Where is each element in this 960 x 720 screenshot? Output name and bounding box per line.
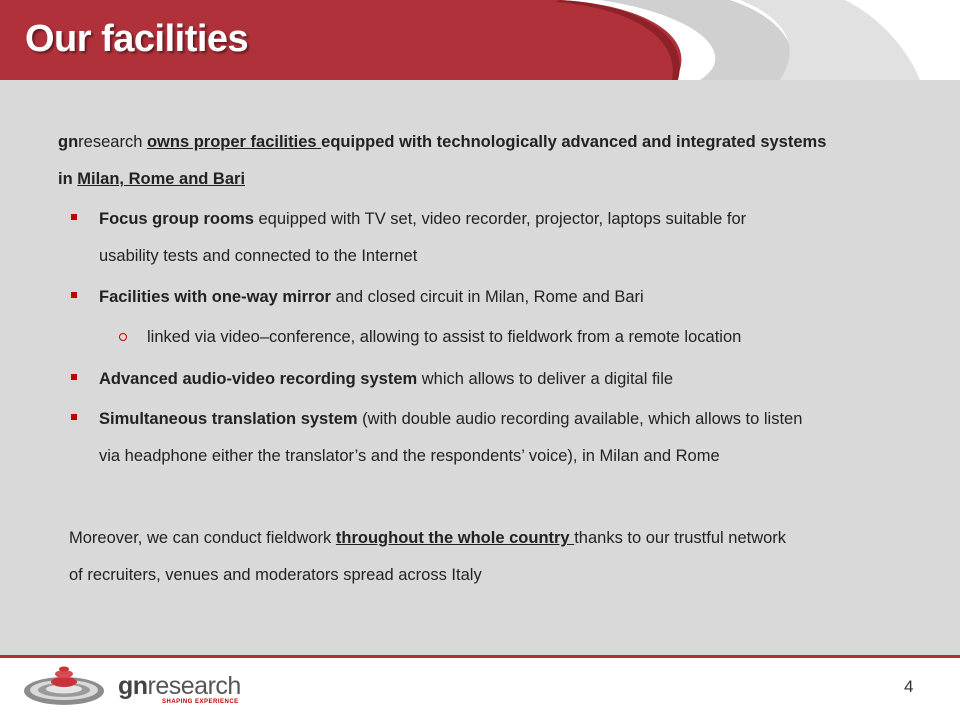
intro-link-cities[interactable]: Milan, Rome and Bari <box>77 170 246 188</box>
bullet-text: usability tests and connected to the Internet <box>99 247 418 265</box>
bullet-text: (with double audio recording available, which allows to listen <box>357 410 803 428</box>
bullet-text: which allows to deliver a digital file <box>417 370 674 388</box>
bullet-marker <box>71 414 77 420</box>
closing-text-1: Moreover, we can conduct fieldwork <box>69 529 336 547</box>
bullet-title: Advanced audio-video recording system <box>99 370 418 388</box>
bullet-marker <box>71 292 77 298</box>
slide-header <box>0 0 960 80</box>
logo-wordmark <box>118 672 241 701</box>
bullet-focus-groups-line2 <box>99 238 417 274</box>
intro-link-facilities[interactable]: owns proper facilities <box>146 133 322 151</box>
intro-paragraph <box>58 124 948 160</box>
brand-rest: research <box>78 133 147 151</box>
sub-bullet-text: linked via video–conference, allowing to assist to fieldwork from a remote location <box>147 328 742 346</box>
logo-icon <box>22 664 112 714</box>
bullet-title: Focus group rooms <box>99 210 254 228</box>
closing-text-3: of recruiters, venues and moderators spread across Italy <box>69 566 482 584</box>
closing-text-2: thanks to our trustful network <box>574 529 787 547</box>
bullet-marker <box>71 214 77 220</box>
slide-title: Our facilities <box>25 18 249 60</box>
bullet-text: and closed circuit in Milan, Rome and Bari <box>330 288 644 306</box>
page-number: 4 <box>904 677 914 696</box>
bullet-one-way-mirror <box>99 279 644 315</box>
bullet-audio-video <box>99 361 673 397</box>
bullet-text: via headphone either the translator’s and the respondents’ voice), in Milan and Rome <box>99 447 720 465</box>
bullet-marker <box>71 374 77 380</box>
intro-text-2: in <box>58 170 78 188</box>
bullet-text: equipped with TV set, video recorder, projector, laptops suitable for <box>253 210 747 228</box>
intro-text-1: equipped with technologically advanced and integrated systems <box>321 133 827 151</box>
bullet-title: Facilities with one-way mirror <box>99 288 331 306</box>
bullet-translation <box>99 401 802 437</box>
logo-research: research <box>147 672 241 700</box>
bullet-title: Simultaneous translation system <box>99 410 358 428</box>
brand-prefix: gn <box>58 133 79 151</box>
bullet-focus-groups <box>99 201 746 237</box>
sub-bullet-video-conference <box>147 319 741 355</box>
logo-tagline: SHAPING EXPERIENCE <box>162 699 239 705</box>
slide-footer <box>0 658 960 720</box>
closing-paragraph <box>69 520 786 556</box>
sub-bullet-marker <box>119 333 127 341</box>
closing-link-country[interactable]: throughout the whole country <box>335 529 575 547</box>
intro-paragraph-line2 <box>58 161 245 197</box>
logo-gn: gn <box>118 672 148 700</box>
closing-paragraph-line2 <box>69 557 482 593</box>
bullet-translation-line2 <box>99 438 720 474</box>
